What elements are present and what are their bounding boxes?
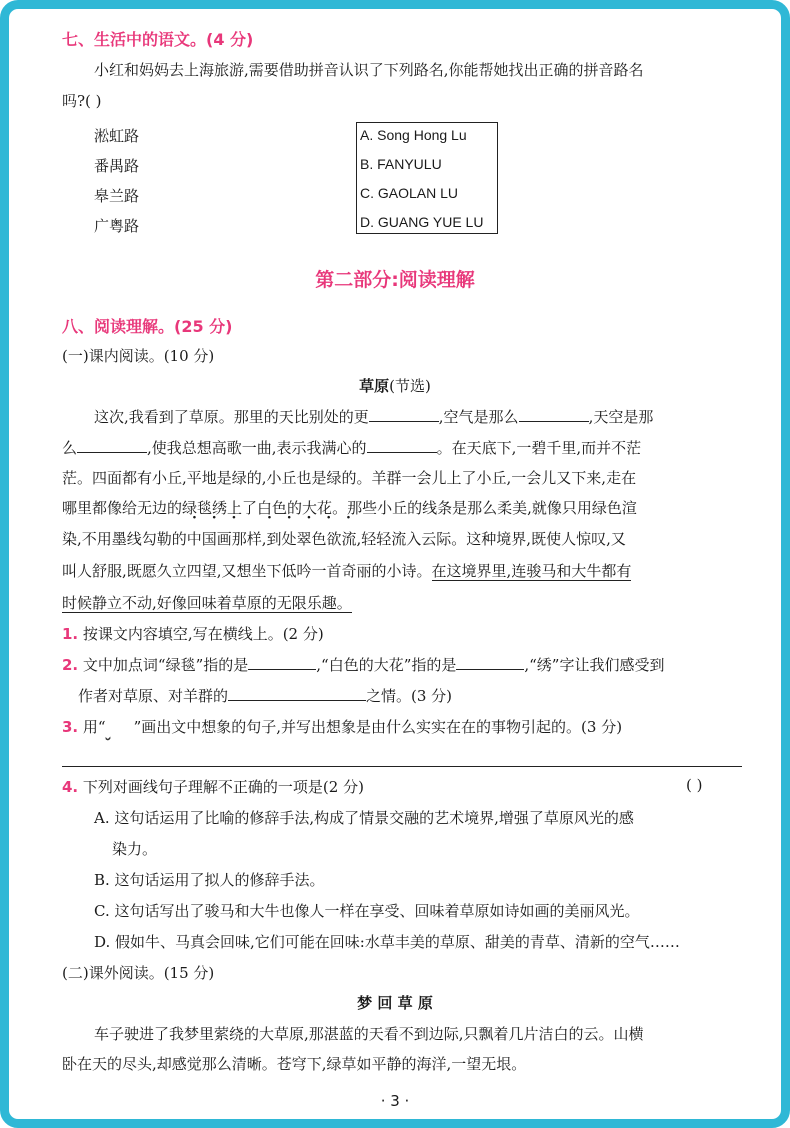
underlined-sentence-end: 时候静立不动,好像回味着草原的无限乐趣。: [62, 594, 352, 612]
text: 这次,我看到了草原。那里的天比别处的更: [94, 408, 369, 426]
passage1-title-row: [0, 375, 790, 396]
q-number: 1.: [62, 625, 79, 643]
q4-option-a-line1[interactable]: A. 这句话运用了比喻的修辞手法,构成了情景交融的艺术境界,增强了草原风光的感: [94, 809, 634, 827]
answer-line-q3[interactable]: [62, 766, 742, 767]
question-2-line2: [78, 685, 452, 706]
road-name-2: 番禺路: [94, 157, 140, 175]
answer-blank-dahua[interactable]: [456, 655, 524, 670]
option-a[interactable]: A. Song Hong Lu: [360, 127, 467, 143]
text: 绣上了: [212, 499, 258, 517]
text: 用“: [82, 718, 106, 736]
passage1-note: (节选): [389, 377, 431, 395]
fill-blank-1[interactable]: [369, 407, 439, 422]
q7-stem-line1: 小红和妈妈去上海旅游,需要借助拼音认识了下列路名,你能帮她找出正确的拼音路名: [94, 61, 644, 79]
question-1: [62, 623, 324, 644]
q4-option-b[interactable]: B. 这句话运用了拟人的修辞手法。: [94, 871, 325, 889]
option-c[interactable]: C. GAOLAN LU: [360, 185, 459, 201]
pinyin-options-box: [356, 122, 498, 234]
sub-section-2: (二)课外阅读。(15 分): [62, 964, 215, 982]
wavy-line-symbol: [106, 718, 134, 736]
p1-line5: 染,不用墨线勾勒的中国画那样,到处翠色欲流,轻轻流入云际。这种境界,既使人惊叹,又: [62, 530, 626, 548]
part2-title: 第二部分:阅读理解: [315, 269, 475, 291]
p1-line4: [62, 497, 637, 518]
fill-blank-3[interactable]: [77, 438, 147, 453]
text: ,天空是那: [588, 408, 654, 426]
passage1-title: 草原: [359, 377, 390, 395]
text: 哪里都像给无边的: [62, 499, 183, 517]
text: 。那些小丘的线条是那么柔美,就像只用绿色渲: [332, 499, 637, 517]
text: 么: [62, 439, 78, 457]
dotted-word-baise-dahua: 白色的大花 · · ·: [257, 497, 332, 518]
q7-stem-line2: 吗?( ): [62, 92, 102, 110]
text: ”画出文中想象的句子,并写出想象是由什么实实在在的事物引起的。(3 分): [133, 718, 623, 736]
sub-section-1: (一)课内阅读。(10 分): [62, 347, 215, 365]
q7-heading: 七、生活中的语文。(4 分): [62, 30, 254, 49]
road-name-1: 淞虹路: [94, 127, 140, 145]
page-number: · 3 ·: [380, 1092, 410, 1110]
fill-blank-4[interactable]: [367, 438, 437, 453]
road-name-4: 广粤路: [94, 217, 140, 235]
p2-line2: 卧在天的尽头,却感觉那么清晰。苍穹下,绿草如平静的海洋,一望无垠。: [62, 1055, 527, 1073]
text: ,使我总想高歌一曲,表示我满心的: [147, 439, 367, 457]
q-number: 4.: [62, 778, 79, 796]
question-4: [62, 776, 364, 797]
text: 下列对画线句子理解不正确的一项是(2 分): [82, 778, 364, 796]
passage2-title: 梦 回 草 原: [357, 994, 433, 1012]
text: 之情。(3 分): [366, 687, 453, 705]
text: ,“白色的大花”指的是: [316, 656, 457, 674]
text: 文中加点词“绿毯”指的是: [82, 656, 249, 674]
dotted-word-lvtan: 绿毯 · · ·: [182, 497, 212, 518]
underlined-sentence: 在这境界里,连骏马和大牛都有: [431, 562, 632, 580]
text: 。在天底下,一碧千里,而并不茫: [436, 439, 642, 457]
q4-option-c[interactable]: C. 这句话写出了骏马和大牛也像人一样在享受、回味着草原如诗如画的美丽风光。: [94, 902, 640, 920]
text: 按课文内容填空,写在横线上。(2 分): [82, 625, 324, 643]
q4-option-a-line2: 染力。: [112, 840, 158, 858]
p1-line3: 茫。四面都有小丘,平地是绿的,小丘也是绿的。羊群一会儿上了小丘,一会儿又下来,走在: [62, 469, 637, 487]
q8-heading: 八、阅读理解。(25 分): [62, 317, 233, 336]
q-number: 2.: [62, 656, 79, 674]
q4-option-d[interactable]: D. 假如牛、马真会回味,它们可能在回味:水草丰美的草原、甜美的青草、清新的空气……: [94, 933, 680, 951]
p2-line1: 车子驶进了我梦里萦绕的大草原,那湛蓝的天看不到边际,只飘着几片洁白的云。山横: [94, 1025, 644, 1043]
fill-blank-2[interactable]: [519, 407, 589, 422]
q-number: 3.: [62, 718, 79, 736]
option-b[interactable]: B. FANYULU: [360, 156, 442, 172]
text: ,“绣”字让我们感受到: [524, 656, 665, 674]
p1-line2: [62, 437, 641, 458]
p1-line7: [62, 592, 352, 613]
text: ,空气是那么: [438, 408, 519, 426]
text: 叫人舒服,既愿久立四望,又想坐下低吟一首奇丽的小诗。: [62, 562, 432, 580]
answer-blank-feeling[interactable]: [228, 686, 366, 701]
question-3: [62, 716, 622, 737]
road-name-3: 皋兰路: [94, 187, 140, 205]
p1-line1: [94, 406, 653, 427]
q4-answer-paren[interactable]: ( ): [686, 776, 703, 794]
option-d[interactable]: D. GUANG YUE LU: [360, 214, 484, 230]
answer-blank-lvtan[interactable]: [248, 655, 316, 670]
question-2: [62, 654, 664, 675]
text: 作者对草原、对羊群的: [78, 687, 229, 705]
p1-line6: [62, 560, 631, 581]
